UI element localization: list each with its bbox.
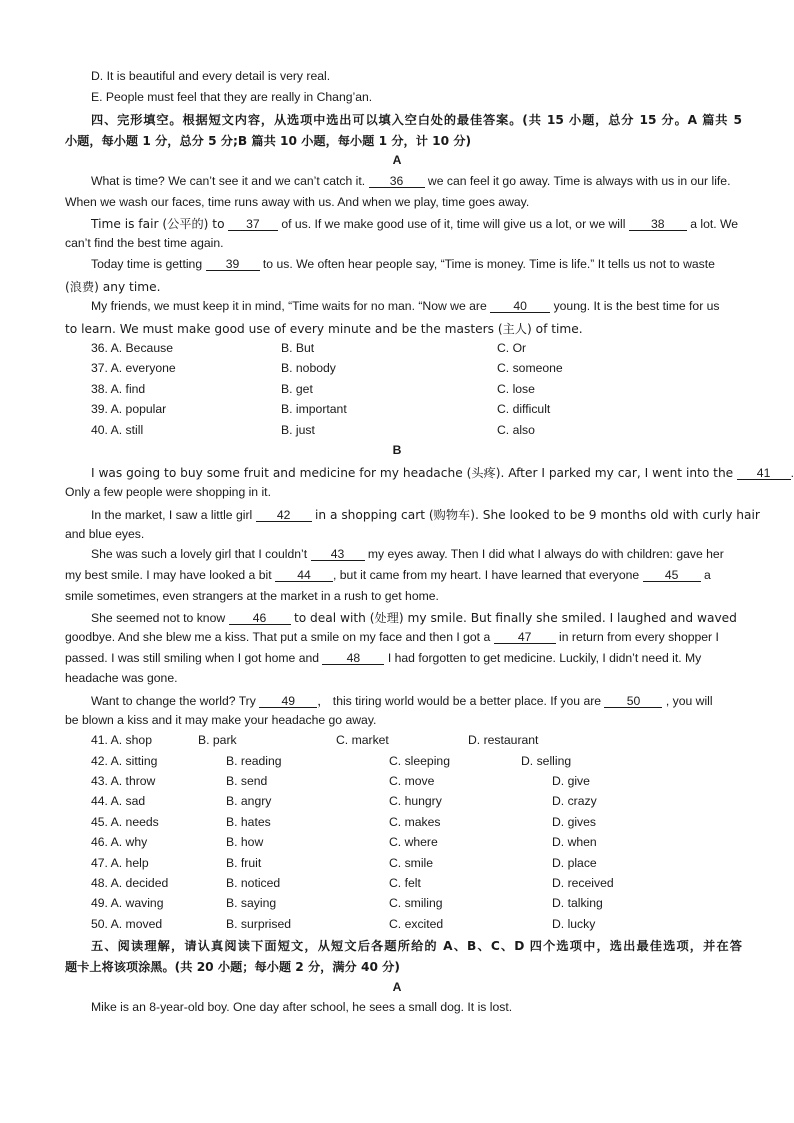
blank-49: 49 (259, 695, 317, 708)
blank-44: 44 (275, 569, 333, 582)
option-c: C. smile (389, 856, 434, 870)
passage-b-paragraph4-line2 (65, 630, 742, 644)
option-c: C. Or (497, 341, 527, 355)
option-a: 37. A. everyone (91, 361, 176, 375)
option-d: D. gives (552, 815, 597, 829)
text-segment: my eyes away. Then I did what I always do with children: gave her (367, 547, 724, 561)
text-segment: What is time? We can’t see it and we can’t catch it. (91, 174, 366, 188)
text-segment: to us. We often hear people say, “Time is money. Time is life.” It tells us not to waste (262, 257, 715, 271)
option-b: B. nobody (281, 361, 336, 375)
option-b: B. hates (226, 815, 271, 829)
option-d: D. give (552, 774, 590, 788)
option-c: C. where (389, 835, 438, 849)
option-d: D. lucky (552, 917, 596, 931)
blank-41: 41 (737, 467, 791, 480)
option-b: B. noticed (226, 876, 281, 890)
option-b: B. angry (226, 794, 272, 808)
blank-46: 46 (229, 612, 291, 625)
text-segment: She seemed not to know (91, 611, 226, 625)
passage-b-paragraph4-line4: headache was gone. (65, 671, 178, 685)
option-c: C. move (389, 774, 435, 788)
passage-b-paragraph4-line1 (91, 609, 742, 626)
option-d: D. restaurant (468, 733, 539, 747)
option-a: 39. A. popular (91, 402, 167, 416)
blank-40: 40 (490, 300, 550, 313)
option-e-line: E. People must feel that they are really in Chang’an. (91, 90, 373, 104)
passage-a-paragraph2-line2: can’t find the best time again. (65, 236, 224, 250)
blank-42: 42 (256, 509, 312, 522)
text-segment: passed. I was still smiling when I got home and (65, 651, 320, 665)
text-segment: I had forgotten to get medicine. Luckily, I didn’t need it. My (387, 651, 702, 665)
blank-37: 37 (228, 218, 278, 231)
option-a: 42. A. sitting (91, 754, 158, 768)
option-b: B. just (281, 423, 315, 437)
option-b: B. surprised (226, 917, 292, 931)
text-segment: . (790, 466, 794, 480)
option-d: D. when (552, 835, 597, 849)
option-a: 40. A. still (91, 423, 144, 437)
option-c: C. market (336, 733, 389, 747)
text-segment: She was such a lovely girl that I couldn’t (91, 547, 308, 561)
passage-a-paragraph2-line1 (91, 215, 742, 232)
option-c: C. makes (389, 815, 441, 829)
option-b: B. park (198, 733, 237, 747)
text-segment: My friends, we must keep it in mind, “Time waits for no man. “Now we are (91, 299, 487, 313)
text-segment: a (703, 568, 711, 582)
section5-passage-a-line1: Mike is an 8-year-old boy. One day after school, he sees a small dog. It is lost. (91, 1000, 513, 1014)
option-c: C. also (497, 423, 535, 437)
option-a: 46. A. why (91, 835, 148, 849)
text-segment: Time is fair (公平的) to (91, 217, 225, 231)
blank-38: 38 (629, 218, 687, 231)
text-segment: goodbye. And she blew me a kiss. That put a smile on my face and then I got a (65, 630, 491, 644)
passage-b-paragraph3-line1 (91, 547, 742, 561)
option-d: D. received (552, 876, 614, 890)
section5-heading-line2: 题卡上将该项涂黑。(共 20 小题；每小题 2 分，满分 40 分) (65, 960, 400, 974)
passage-b-paragraph1-line1 (91, 464, 794, 481)
passage-b-paragraph3-line3: smile sometimes, even strangers at the market in a rush to get home. (65, 589, 439, 603)
passage-a-paragraph3-line1 (91, 257, 742, 271)
option-b: B. saying (226, 896, 277, 910)
blank-50: 50 (604, 695, 662, 708)
option-d: D. crazy (552, 794, 597, 808)
option-b: B. reading (226, 754, 282, 768)
passage-b-paragraph4-line3 (65, 651, 742, 665)
option-c: C. smiling (389, 896, 443, 910)
option-d: D. place (552, 856, 597, 870)
text-segment: Want to change the world? Try (91, 694, 256, 708)
option-c: C. excited (389, 917, 444, 931)
option-b: B. fruit (226, 856, 262, 870)
passage-a-paragraph4-line1 (91, 299, 742, 313)
option-a: 43. A. throw (91, 774, 156, 788)
option-b: B. how (226, 835, 264, 849)
option-b: B. send (226, 774, 268, 788)
text-segment: my best smile. I may have looked a bit (65, 568, 272, 582)
passage-b-title: B (392, 443, 402, 457)
text-segment: of us. If we make good use of it, time will give us a lot, or we will (281, 217, 626, 231)
text-segment: , you will (665, 694, 713, 708)
passage-b-paragraph5-line1 (91, 692, 742, 709)
option-a: 50. A. moved (91, 917, 163, 931)
blank-36: 36 (369, 175, 425, 188)
option-a: 48. A. decided (91, 876, 169, 890)
passage-a-paragraph1-line1 (91, 174, 742, 188)
passage-a-paragraph1-line2: When we wash our faces, time runs away with us. And when we play, time goes away. (65, 195, 530, 209)
blank-48: 48 (322, 652, 384, 665)
option-b: B. important (281, 402, 347, 416)
blank-47: 47 (494, 631, 556, 644)
option-d: D. selling (521, 754, 572, 768)
text-segment: we can feel it go away. Time is always with us in our life. (427, 174, 731, 188)
option-b: B. get (281, 382, 313, 396)
option-c: C. lose (497, 382, 535, 396)
option-c: C. difficult (497, 402, 551, 416)
option-c: C. someone (497, 361, 563, 375)
option-a: 36. A. Because (91, 341, 173, 355)
section5-passage-a-title: A (392, 980, 402, 994)
passage-b-paragraph3-line2 (65, 568, 742, 582)
text-segment: to deal with (处理) my smile. But finally she smiled. I laughed and waved (293, 611, 737, 625)
option-a: 38. A. find (91, 382, 146, 396)
option-a: 49. A. waving (91, 896, 164, 910)
text-segment: ， this tiring world would be a better place. If you are (317, 694, 602, 708)
option-a: 45. A. needs (91, 815, 159, 829)
text-segment: Today time is getting (91, 257, 203, 271)
passage-a-paragraph3-line2: (浪费) any time. (65, 280, 161, 294)
passage-b-paragraph2-line2: and blue eyes. (65, 527, 145, 541)
section4-heading-line1: 四、完形填空。根据短文内容，从选项中选出可以填入空白处的最佳答案。(共 15 小题，总分 15 分。A 篇共 5 (91, 113, 742, 127)
passage-b-paragraph5-line2: be blown a kiss and it may make your headache go away. (65, 713, 377, 727)
option-d: D. talking (552, 896, 603, 910)
text-segment: in return from every shopper I (559, 630, 719, 644)
text-segment: a lot. We (690, 217, 739, 231)
option-b: B. But (281, 341, 315, 355)
text-segment: In the market, I saw a little girl (91, 508, 253, 522)
option-c: C. felt (389, 876, 421, 890)
passage-a-title: A (392, 153, 402, 167)
passage-a-paragraph4-line2: to learn. We must make good use of every minute and be the masters (主人) of time. (65, 322, 583, 336)
section5-heading-line1: 五、阅读理解，请认真阅读下面短文，从短文后各题所给的 A、B、C、D 四个选项中，选出最佳选项，并在答 (91, 939, 742, 953)
blank-43: 43 (311, 548, 365, 561)
section4-heading-line2: 小题，每小题 1 分，总分 5 分;B 篇共 10 小题，每小题 1 分，计 10 分) (65, 134, 472, 148)
text-segment: I was going to buy some fruit and medicine for my headache (头疼). After I parked my car, I went into the (91, 466, 734, 480)
option-c: C. sleeping (389, 754, 450, 768)
text-segment: in a shopping cart (购物车). She looked to be 9 months old with curly hair (315, 508, 760, 522)
option-a: 41. A. shop (91, 733, 152, 747)
text-segment: young. It is the best time for us (553, 299, 720, 313)
blank-39: 39 (206, 258, 260, 271)
option-c: C. hungry (389, 794, 442, 808)
option-d-line: D. It is beautiful and every detail is very real. (91, 69, 331, 83)
passage-b-paragraph1-line2: Only a few people were shopping in it. (65, 485, 271, 499)
option-a: 44. A. sad (91, 794, 146, 808)
blank-45: 45 (643, 569, 701, 582)
option-a: 47. A. help (91, 856, 149, 870)
text-segment: , but it came from my heart. I have learned that everyone (333, 568, 640, 582)
passage-b-paragraph2-line1 (91, 506, 760, 523)
